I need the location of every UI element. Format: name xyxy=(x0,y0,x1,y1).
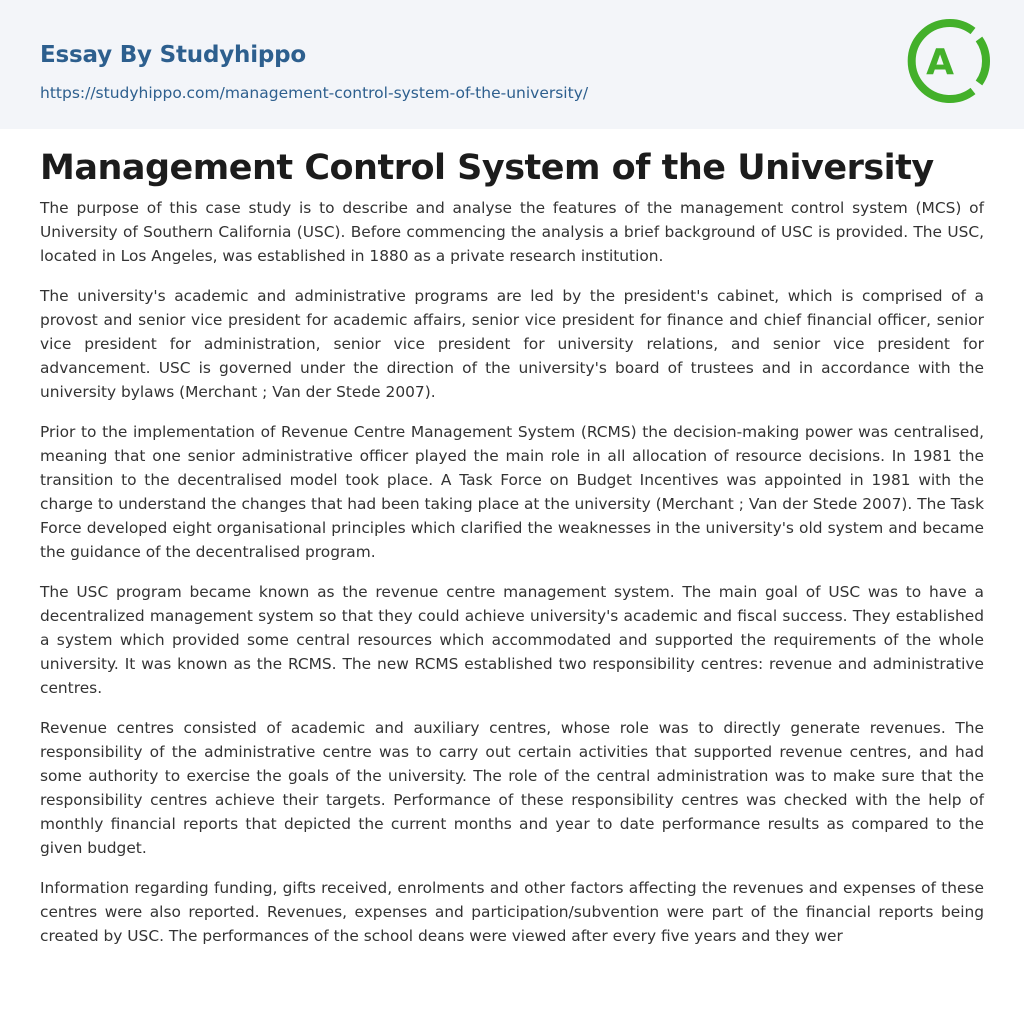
article xyxy=(40,145,984,964)
paragraph-4: The USC program became known as the revenue centre management system. The main goal of USC was to have a decentralized management system so that they could achieve university's academic and fiscal success. They established a system which provided some central resources which accommodated and supported the requirements of the whole university. It was known as the RCMS. The new RCMS established two responsibility centres: revenue and administrative centres. xyxy=(40,583,984,697)
page-title: Management Control System of the University xyxy=(40,148,934,188)
paragraph-5: Revenue centres consisted of academic and auxiliary centres, whose role was to directly generate revenues. The responsibility of the administrative centre was to carry out certain activities that supported revenue centres, and had some authority to exercise the goals of the university. The role of the central administration was to make sure that the responsibility centres achieve their targets. Performance of these responsibility centres was checked with the help of monthly financial reports that depicted the current months and year to date performance results as compared to the given budget. xyxy=(40,719,984,857)
paragraph-1: The purpose of this case study is to describe and analyse the features of the management control system (MCS) of University of Southern California (USC). Before commencing the analysis a brief background of USC is provided. The USC, located in Los Angeles, was established in 1880 as a private research institution. xyxy=(40,199,984,265)
source-url-link[interactable]: https://studyhippo.com/management-control-system-of-the-university/ xyxy=(40,84,589,102)
paragraph-3: Prior to the implementation of Revenue Centre Management System (RCMS) the decision-making power was centralised, meaning that one senior administrative officer played the main role in all allocation of resource decisions. In 1981 the transition to the decentralised model took place. A Task Force on Budget Incentives was appointed in 1981 with the charge to understand the changes that had been taking place at the university (Merchant ; Van der Stede 2007). The Task Force developed eight organisational principles which clarified the weaknesses in the university's old system and became the guidance of the decentralised program. xyxy=(40,423,984,561)
logo-letter: A xyxy=(926,42,954,83)
paragraph-2: The university's academic and administrative programs are led by the president's cabinet, which is comprised of a provost and senior vice president for academic affairs, senior vice president for finance and chief financial officer, senior vice president for administration, senior vice president for university relations, and senior vice president for advancement. USC is governed under the direction of the university's board of trustees and in accordance with the university bylaws (Merchant ; Van der Stede 2007). xyxy=(40,287,984,401)
brand-title[interactable]: Essay By Studyhippo xyxy=(40,42,307,68)
studyhippo-logo-icon[interactable] xyxy=(903,17,991,105)
site-header xyxy=(0,0,1024,129)
paragraph-6: Information regarding funding, gifts received, enrolments and other factors affecting the revenues and expenses of these centres were also reported. Revenues, expenses and participation/subvention were part of the financial reports being created by USC. The performances of the school deans were viewed after every five years and they wer xyxy=(40,879,984,945)
